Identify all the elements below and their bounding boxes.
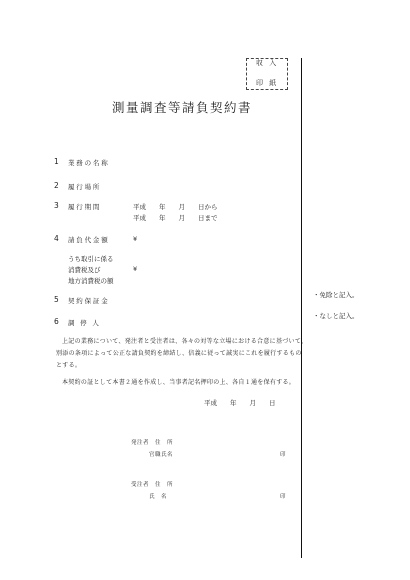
item-number-2: 2 (54, 181, 59, 190)
contractor-seal-mark: 印 (280, 494, 287, 500)
client-address-label: 発注者 住 所 (131, 440, 174, 446)
stamp-label-top: 収 入 (256, 59, 279, 67)
margin-divider (301, 58, 302, 558)
tax-label-line3: 地方消費税の額 (68, 277, 114, 285)
client-name-label: 官職氏名 (149, 452, 174, 458)
body-line-1: 上記の業務について、発注者と受注者は、各々の対等な立場における合意に基づいて、 (62, 338, 308, 345)
document-title: 測量調査等請負契約書 (112, 100, 253, 115)
stamp-label-bottom: 印 紙 (256, 79, 279, 87)
period-end: 平成 年 月 日まで (133, 214, 218, 222)
item-label-mediator: 調 停 人 (68, 319, 101, 327)
contract-date: 平成 年 月 日 (204, 399, 276, 407)
side-note-guarantee: ・免除と記入。 (313, 291, 359, 299)
item-label-place: 履行場所 (68, 183, 102, 191)
tax-label-line1: うち取引に係る (68, 255, 114, 263)
body-line-4: 本契約の証として本書２通を作成し、当事者記名押印の上、各自１通を保有する。 (62, 379, 296, 386)
item-number-1: 1 (54, 157, 59, 166)
contractor-address-label: 受注者 住 所 (131, 482, 174, 488)
period-start: 平成 年 月 日から (133, 203, 218, 211)
tax-value: ¥ (133, 265, 138, 273)
item-number-6: 6 (54, 317, 59, 326)
item-number-3: 3 (54, 201, 59, 210)
item-label-name: 業務の名称 (68, 159, 110, 167)
side-note-mediator: ・なしと記入。 (313, 312, 359, 320)
client-seal-mark: 印 (280, 452, 287, 458)
contractor-name-label: 氏 名 (149, 494, 168, 500)
item-label-period: 履行期間 (68, 203, 102, 211)
item-number-5: 5 (54, 295, 59, 304)
item-number-4: 4 (54, 234, 59, 243)
amount-value: ¥ (133, 235, 138, 243)
item-label-amount: 請負代金額 (68, 236, 110, 244)
body-line-3: とする。 (56, 362, 82, 369)
tax-label-line2: 消費税及び (68, 266, 101, 274)
body-line-2: 別添の条項によって公正な請負契約を締結し、信義に従って誠実にこれを履行するもの (56, 350, 302, 357)
item-label-guarantee: 契約保証金 (68, 297, 110, 305)
